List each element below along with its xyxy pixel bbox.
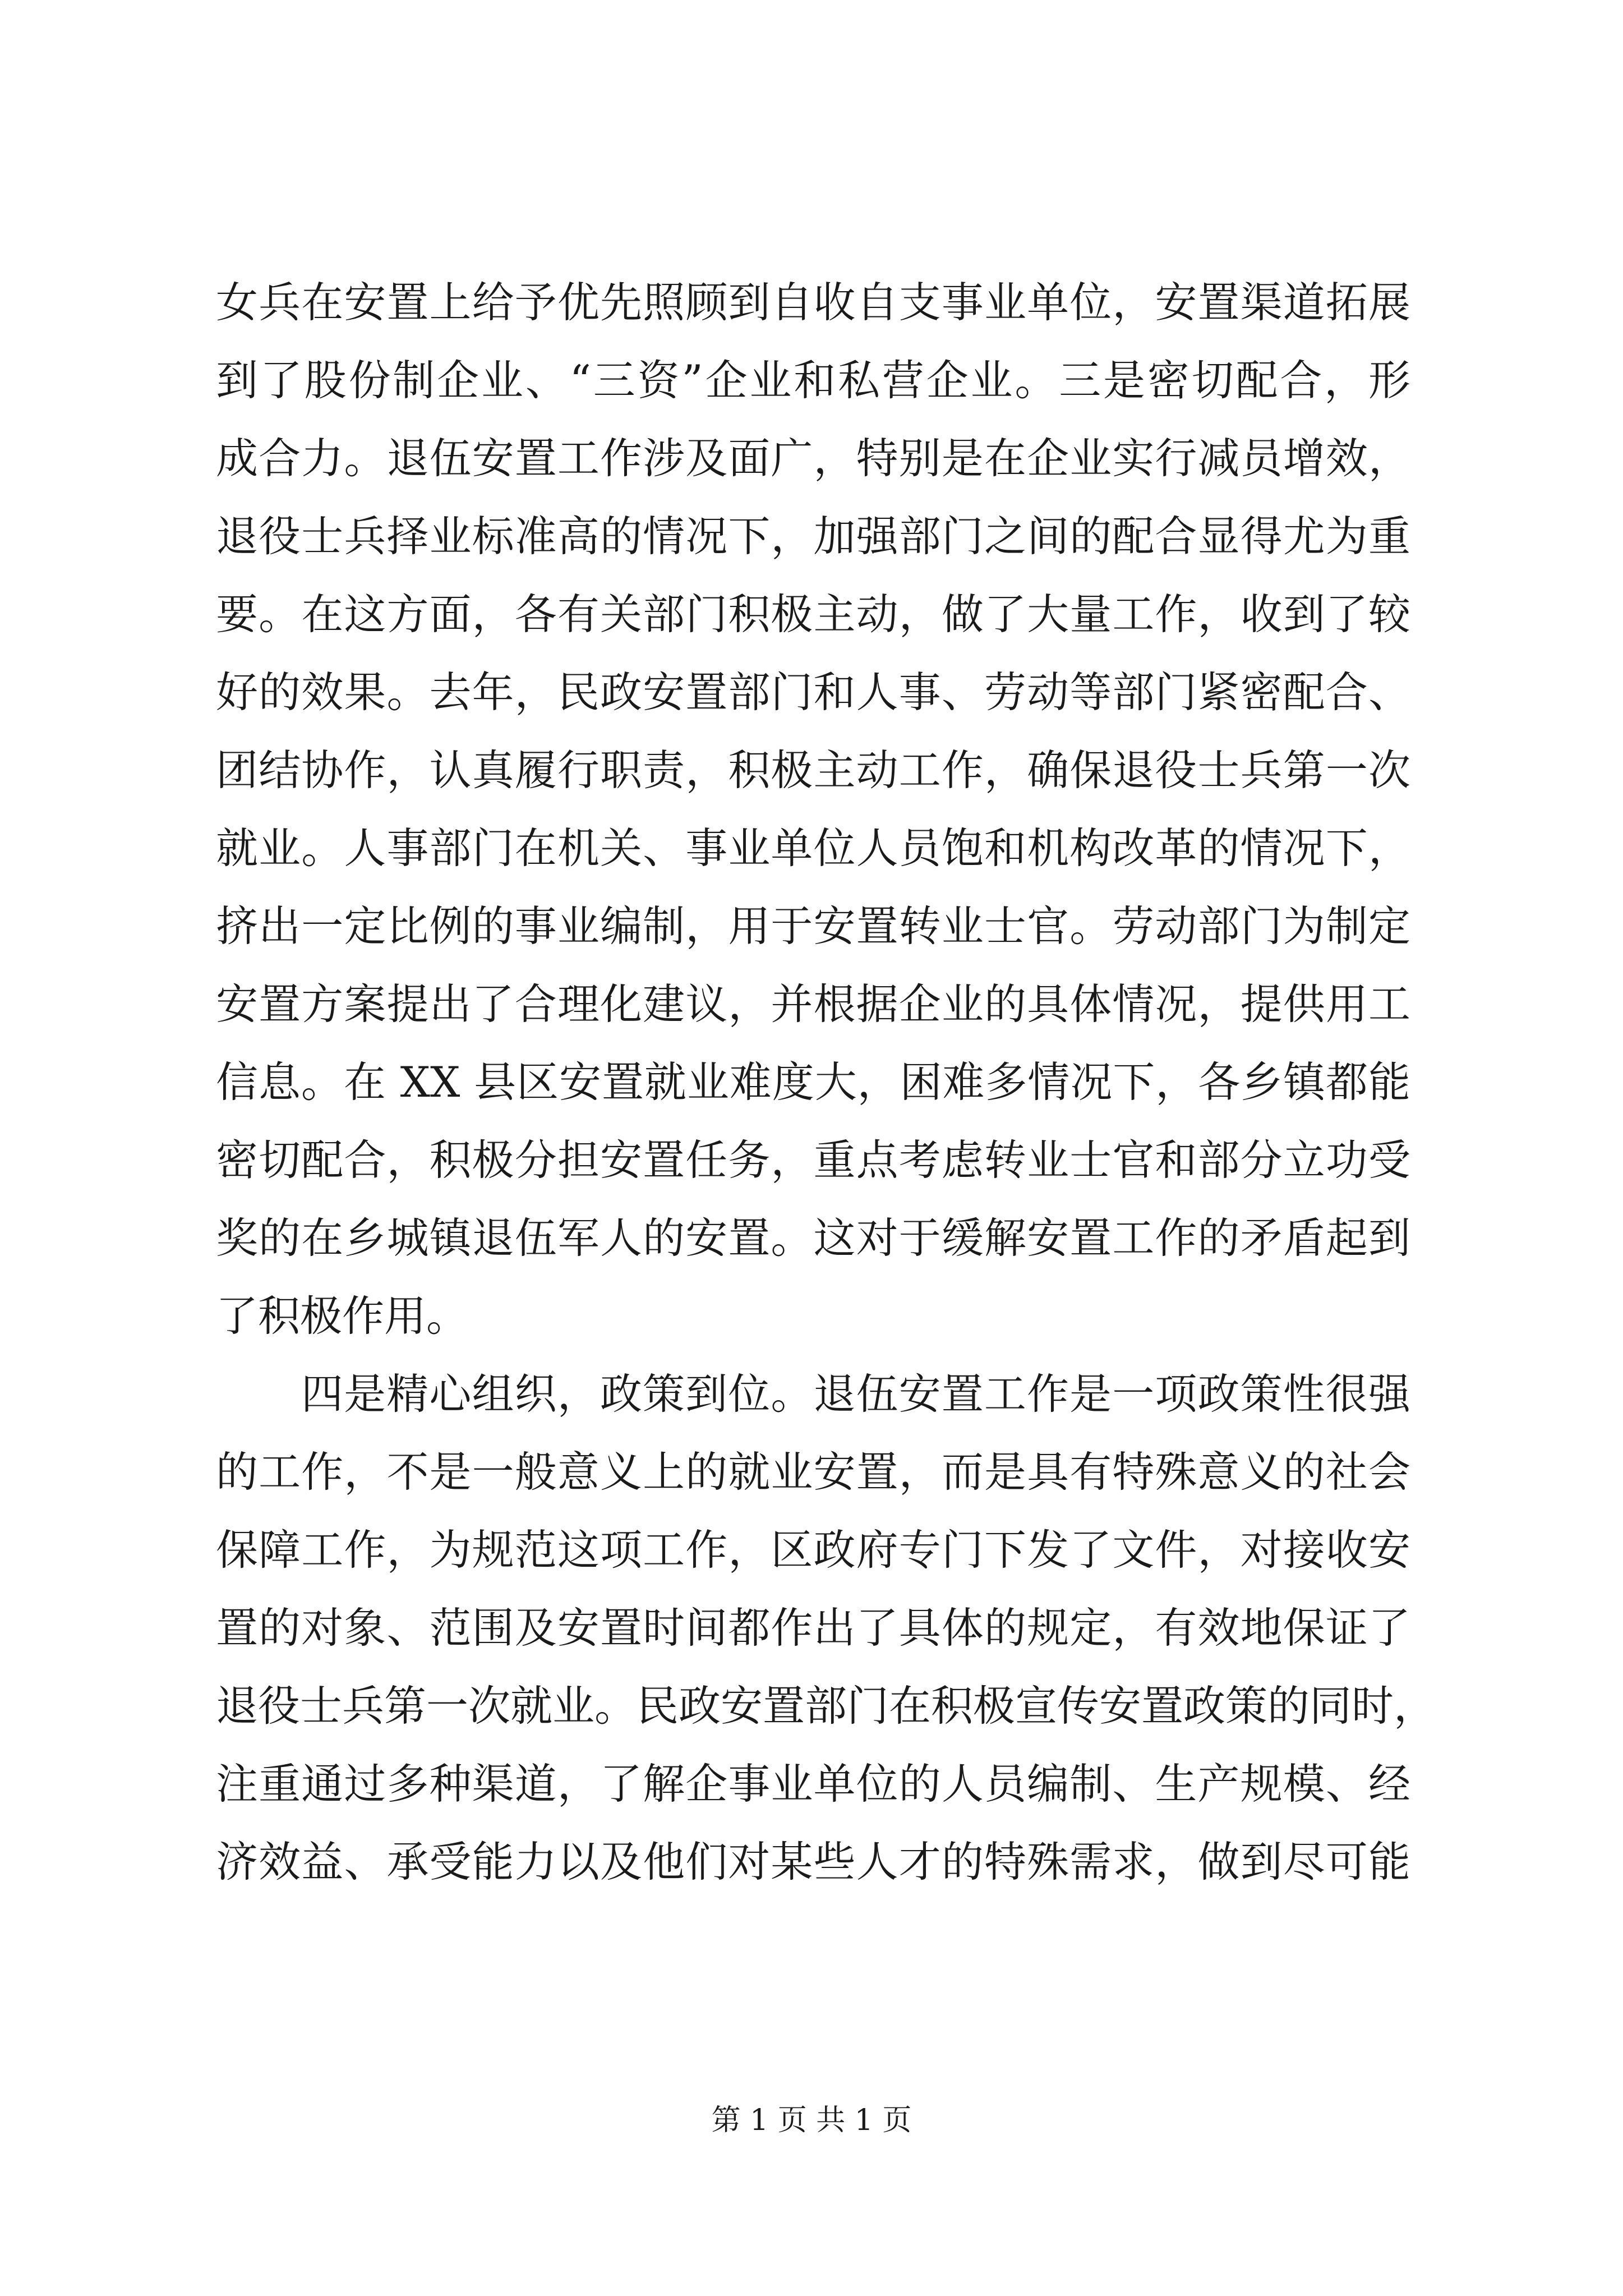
text-line: 好的效果。去年，民政安置部门和人事、劳动等部门紧密配合、	[216, 668, 1410, 717]
text-line: 四是精心组织，政策到位。退伍安置工作是一项政策性很强	[301, 1369, 1410, 1419]
text-line: 信息。在 XX 县区安置就业难度大，困难多情况下，各乡镇都能	[216, 1057, 1410, 1107]
text-line: 就业。人事部门在机关、事业单位人员饱和机构改革的情况下，	[216, 823, 1410, 873]
text-line: 置的对象、范围及安置时间都作出了具体的规定，有效地保证了	[216, 1603, 1410, 1653]
text-line: 注重通过多种渠道，了解企事业单位的人员编制、生产规模、经	[216, 1759, 1410, 1809]
text-line: 要。在这方面，各有关部门积极主动，做了大量工作，收到了较	[216, 590, 1410, 639]
text-line: 团结协作，认真履行职责，积极主动工作，确保退役士兵第一次	[216, 746, 1410, 795]
text-line: 保障工作，为规范这项工作，区政府专门下发了文件，对接收安	[216, 1525, 1410, 1575]
text-line: 退役士兵第一次就业。民政安置部门在积极宣传安置政策的同时，	[216, 1681, 1436, 1731]
page-footer: 第 1 页 共 1 页	[711, 2104, 912, 2137]
text-line: 密切配合，积极分担安置任务，重点考虑转业士官和部分立功受	[216, 1135, 1410, 1185]
text-line: 到了股份制企业、“三资”企业和私营企业。三是密切配合，形	[216, 356, 1410, 405]
text-line: 成合力。退伍安置工作涉及面广，特别是在企业实行减员增效，	[216, 434, 1410, 483]
text-line: 奖的在乡城镇退伍军人的安置。这对于缓解安置工作的矛盾起到	[216, 1213, 1410, 1263]
text-line: 安置方案提出了合理化建议，并根据企业的具体情况，提供用工	[216, 979, 1410, 1029]
body-text	[216, 264, 1436, 1901]
text-line: 的工作，不是一般意义上的就业安置，而是具有特殊意义的社会	[216, 1447, 1410, 1497]
text-line: 济效益、承受能力以及他们对某些人才的特殊需求，做到尽可能	[216, 1837, 1410, 1887]
text-line: 了积极作用。	[216, 1291, 469, 1341]
text-line: 挤出一定比例的事业编制，用于安置转业士官。劳动部门为制定	[216, 901, 1410, 951]
text-line: 女兵在安置上给予优先照顾到自收自支事业单位，安置渠道拓展	[216, 278, 1410, 327]
text-line: 退役士兵择业标准高的情况下，加强部门之间的配合显得尤为重	[216, 512, 1410, 561]
